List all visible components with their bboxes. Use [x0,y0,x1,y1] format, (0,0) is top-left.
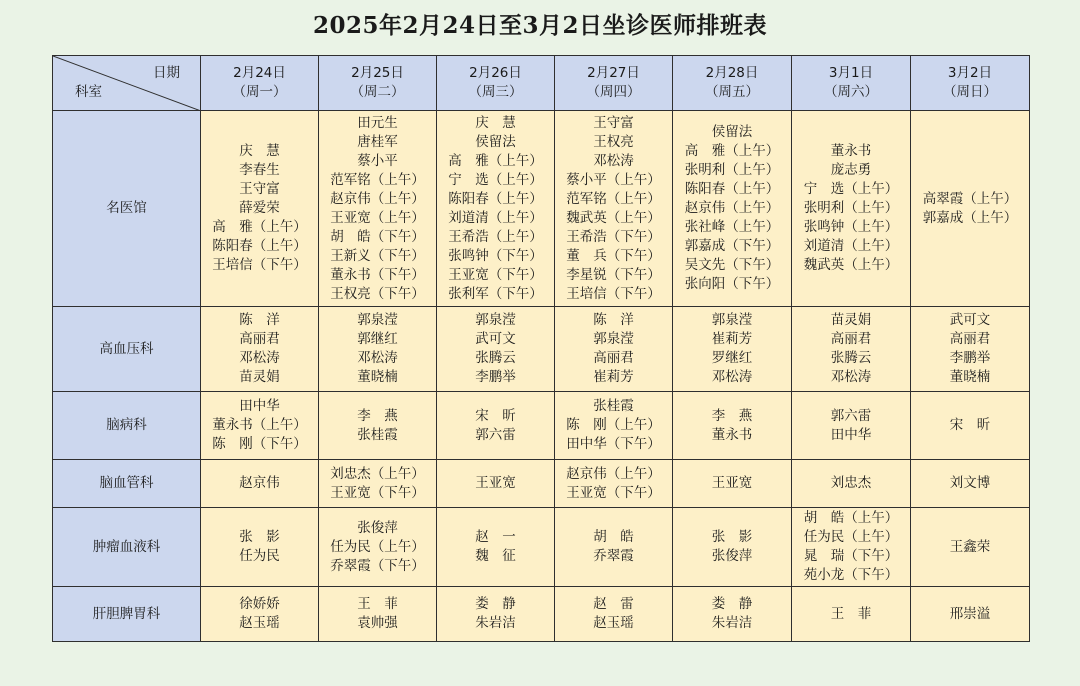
schedule-cell [673,111,792,307]
doctor-name: 范军铭（上午） [566,190,661,207]
doctor-name: 陈 洋 [593,312,634,328]
doctor-name: 高丽君 [239,331,280,347]
doctor-name: 王权亮 [593,133,634,150]
schedule-cell [792,587,911,642]
doctor-name: 王权亮（下午） [330,285,425,302]
schedule-cell [319,392,437,460]
schedule-cell [201,587,319,642]
doctor-name: 田中华 [239,398,280,414]
doctor-name: 张明利（上午） [803,200,899,216]
day-date: 2月26日 [469,65,522,81]
doctor-name: 任为民 [239,548,280,564]
doctor-name: 王亚宽（下午） [330,484,425,501]
doctor-name: 高丽君 [593,350,634,366]
doctor-name: 郭嘉成（下午） [684,238,780,254]
schedule-cell [911,460,1030,508]
day-weekday: （周一） [232,84,287,100]
doctor-name: 苗灵娟 [239,369,280,385]
day-header-4 [673,56,792,111]
doctor-name: 魏武英（上午） [803,257,899,273]
schedule-cell [319,587,437,642]
doctor-name: 胡 皓（下午） [330,228,425,245]
doctor-name: 张鸣钟（上午） [803,219,899,235]
doctor-name: 庆 慧 [475,114,516,131]
doctor-name: 刘道清（上午） [803,238,899,254]
doctor-name: 王亚宽（下午） [448,266,543,283]
day-header-2 [437,56,555,111]
doctor-name: 赵京伟 [239,475,280,491]
doctor-name: 郭泉滢 [475,312,516,328]
doctor-name: 王守富 [239,181,280,197]
doctor-name: 田中华（下午） [566,436,661,452]
doctor-name: 王培信（下午） [212,257,307,273]
doctor-name: 郭泉滢 [357,312,398,328]
schedule-cell [201,307,319,392]
doctor-name: 张社峰（上午） [684,219,780,235]
doctor-name: 吴文先（下午） [684,257,780,273]
schedule-cell [201,460,319,508]
doctor-name: 董永书（上午） [212,417,307,433]
doctor-name: 王亚宽 [711,475,753,491]
schedule-cell [555,392,673,460]
schedule-cell [555,460,673,508]
doctor-name: 刘文博 [949,475,991,491]
doctor-name: 王亚宽 [475,475,516,491]
doctor-name: 李春生 [239,162,280,178]
schedule-cell [911,111,1030,307]
doctor-name: 王希浩（上午） [448,228,543,245]
doctor-name: 张利军（下午） [448,285,543,302]
schedule-cell [201,111,319,307]
doctor-name: 刘道清（上午） [448,209,543,226]
doctor-name: 田中华 [830,426,872,443]
doctor-name: 蔡小平（上午） [566,171,661,188]
schedule-cell [319,460,437,508]
day-date: 2月25日 [351,65,404,81]
doctor-name: 王亚宽（上午） [330,209,425,226]
doctor-name: 张俊萍 [357,519,398,536]
schedule-cell [437,392,555,460]
doctor-name: 董永书 [711,426,753,443]
schedule-cell [673,508,792,587]
doctor-name: 崔莉芳 [711,331,753,347]
doctor-name: 袁帅强 [357,615,398,631]
doctor-name: 张桂霞 [357,426,398,443]
day-header-0 [201,56,319,111]
doctor-name: 武可文 [949,312,991,328]
doctor-name: 武可文 [475,331,516,347]
doctor-name: 王希浩（下午） [566,228,661,245]
doctor-name: 李 燕 [711,407,753,424]
doctor-name: 邓松涛 [239,350,280,366]
day-weekday: （周四） [586,84,641,100]
doctor-name: 高翠霞（上午） [922,190,1018,207]
corner-cell [53,56,201,111]
doctor-name: 胡 皓（上午） [803,510,899,526]
doctor-name: 王亚宽（下午） [566,484,661,501]
doctor-name: 宁 选（上午） [448,171,543,188]
schedule-cell [555,508,673,587]
doctor-name: 高丽君 [949,331,991,347]
dept-row [53,460,1030,508]
schedule-cell [555,111,673,307]
schedule-cell [319,307,437,392]
doctor-name: 宁 选（上午） [803,181,899,197]
doctor-name: 赵玉瑶 [239,615,280,631]
doctor-name: 赵 雷 [593,596,634,612]
doctor-name: 陈 刚（下午） [212,436,307,452]
schedule-cell [201,392,319,460]
schedule-cell [911,587,1030,642]
day-header-1 [319,56,437,111]
day-weekday: （周六） [824,84,878,100]
doctor-name: 王 菲 [357,596,398,612]
doctor-name: 李鹏举 [949,350,991,366]
doctor-name: 王培信（下午） [566,285,661,302]
doctor-name: 王守富 [593,114,634,131]
doctor-name: 张腾云 [830,350,872,366]
doctor-name: 刘忠杰（上午） [330,465,425,482]
day-weekday: （周五） [705,84,759,100]
schedule-cell [555,587,673,642]
dept-row [53,508,1030,587]
doctor-name: 赵京伟（上午） [330,190,425,207]
schedule-cell [437,111,555,307]
page-title: 2025年2月24日至3月2日坐诊医师排班表 [312,12,768,39]
doctor-name: 李 燕 [357,407,398,424]
doctor-name: 徐娇娇 [239,596,280,612]
doctor-name: 张腾云 [475,350,516,366]
doctor-name: 王新义（下午） [330,247,425,264]
doctor-name: 郭泉滢 [593,331,634,347]
doctor-name: 崔莉芳 [593,369,634,385]
doctor-name: 任为民（上午） [330,538,425,555]
doctor-name: 乔翠霞（下午） [330,557,425,574]
doctor-name: 郭泉滢 [711,312,753,328]
dept-name: 脑病科 [53,392,201,460]
doctor-name: 张 影 [711,529,753,545]
day-header-5 [792,56,911,111]
dept-name: 肝胆脾胃科 [53,587,201,642]
day-date: 2月24日 [233,65,286,81]
doctor-name: 乔翠霞 [593,548,634,564]
schedule-cell [437,508,555,587]
doctor-name: 晁 瑞（下午） [803,548,899,564]
doctor-name: 罗继红 [711,350,753,366]
doctor-name: 朱岩洁 [711,615,753,631]
dept-row [53,587,1030,642]
dept-name: 脑血管科 [53,460,201,508]
schedule-cell [673,460,792,508]
doctor-name: 薛爱荣 [239,200,280,216]
doctor-name: 侯留法 [711,124,753,140]
doctor-name: 赵玉瑶 [593,615,634,631]
schedule-cell [201,508,319,587]
corner-date-label: 日期 [153,65,180,81]
doctor-name: 陈 洋 [239,312,280,328]
doctor-name: 郭六雷 [475,426,516,443]
doctor-name: 高 雅（上午） [448,152,543,169]
doctor-name: 高 雅（上午） [212,219,307,235]
schedule-cell [911,307,1030,392]
schedule-body [53,111,1030,642]
doctor-name: 范军铭（上午） [330,171,425,188]
day-header-6 [911,56,1030,111]
doctor-name: 李鹏举 [475,369,516,385]
schedule-cell [319,508,437,587]
doctor-name: 娄 静 [711,596,753,612]
schedule-cell [792,508,911,587]
schedule-cell [792,460,911,508]
doctor-name: 庆 慧 [239,143,280,159]
doctor-name: 陈 刚（上午） [566,417,661,433]
day-date: 2月28日 [705,65,759,81]
doctor-name: 张俊萍 [711,548,753,564]
day-header-3 [555,56,673,111]
schedule-cell [437,460,555,508]
doctor-name: 郭继红 [357,331,398,347]
doctor-name: 邢崇溢 [949,605,991,622]
doctor-name: 郭六雷 [830,407,872,424]
dept-name: 名医馆 [53,111,201,307]
doctor-name: 邓松涛 [357,350,398,366]
doctor-name: 任为民（上午） [803,529,899,545]
day-date: 2月27日 [587,65,640,81]
doctor-name: 张 影 [239,529,280,545]
doctor-name: 侯留法 [475,133,516,150]
doctor-name: 郭嘉成（上午） [922,209,1018,226]
doctor-name: 张明利（上午） [684,162,780,178]
doctor-name: 张向阳（下午） [684,276,780,292]
doctor-name: 陈阳春（上午） [684,181,780,197]
day-weekday: （周三） [468,84,523,100]
doctor-name: 高 雅（上午） [684,143,780,159]
schedule-cell [437,587,555,642]
doctor-name: 宋 昕 [949,417,991,433]
schedule-cell [673,392,792,460]
doctor-name: 苗灵娟 [830,312,872,328]
doctor-name: 王鑫荣 [949,538,991,555]
day-weekday: （周日） [943,84,997,100]
doctor-name: 赵 一 [475,529,516,545]
schedule-table [52,55,1030,642]
dept-row [53,307,1030,392]
schedule-cell [673,307,792,392]
dept-row [53,111,1030,307]
doctor-name: 刘忠杰 [830,475,872,491]
doctor-name: 赵京伟（上午） [566,465,661,482]
doctor-name: 邓松涛 [711,369,753,385]
doctor-name: 唐桂军 [357,133,398,150]
doctor-name: 董晓楠 [949,369,991,385]
header-row [53,56,1030,111]
doctor-name: 高丽君 [830,331,872,347]
doctor-name: 张桂霞 [593,398,634,414]
doctor-name: 董 兵（下午） [566,247,661,264]
doctor-name: 苑小龙（下午） [803,567,899,583]
doctor-name: 胡 皓 [593,529,634,545]
dept-row [53,392,1030,460]
doctor-name: 魏 征 [475,548,516,564]
doctor-name: 赵京伟（上午） [684,200,780,216]
corner-dept-label: 科室 [75,84,102,100]
doctor-name: 李星锐（下午） [566,266,661,283]
doctor-name: 蔡小平 [357,152,398,169]
doctor-name: 宋 昕 [475,407,516,424]
doctor-name: 董永书 [830,143,872,159]
doctor-name: 邓松涛 [830,369,872,385]
schedule-cell [792,307,911,392]
dept-name: 肿瘤血液科 [53,508,201,587]
schedule-cell [319,111,437,307]
day-date: 3月2日 [947,65,993,81]
doctor-name: 陈阳春（上午） [212,238,307,254]
schedule-cell [792,392,911,460]
schedule-cell [911,508,1030,587]
schedule-cell [911,392,1030,460]
doctor-name: 朱岩洁 [475,615,516,631]
doctor-name: 张鸣钟（下午） [448,247,543,264]
day-weekday: （周二） [350,84,405,100]
dept-name: 高血压科 [53,307,201,392]
doctor-name: 田元生 [357,114,398,131]
doctor-name: 董永书（下午） [330,266,425,283]
schedule-cell [673,587,792,642]
doctor-name: 邓松涛 [593,152,634,169]
schedule-cell [555,307,673,392]
doctor-name: 庞志勇 [830,162,872,178]
schedule-cell [437,307,555,392]
doctor-name: 娄 静 [475,596,516,612]
doctor-name: 陈阳春（上午） [448,190,543,207]
doctor-name: 王 菲 [830,605,872,622]
doctor-name: 魏武英（上午） [566,209,661,226]
day-date: 3月1日 [828,65,874,81]
doctor-name: 董晓楠 [357,369,398,385]
schedule-cell [792,111,911,307]
